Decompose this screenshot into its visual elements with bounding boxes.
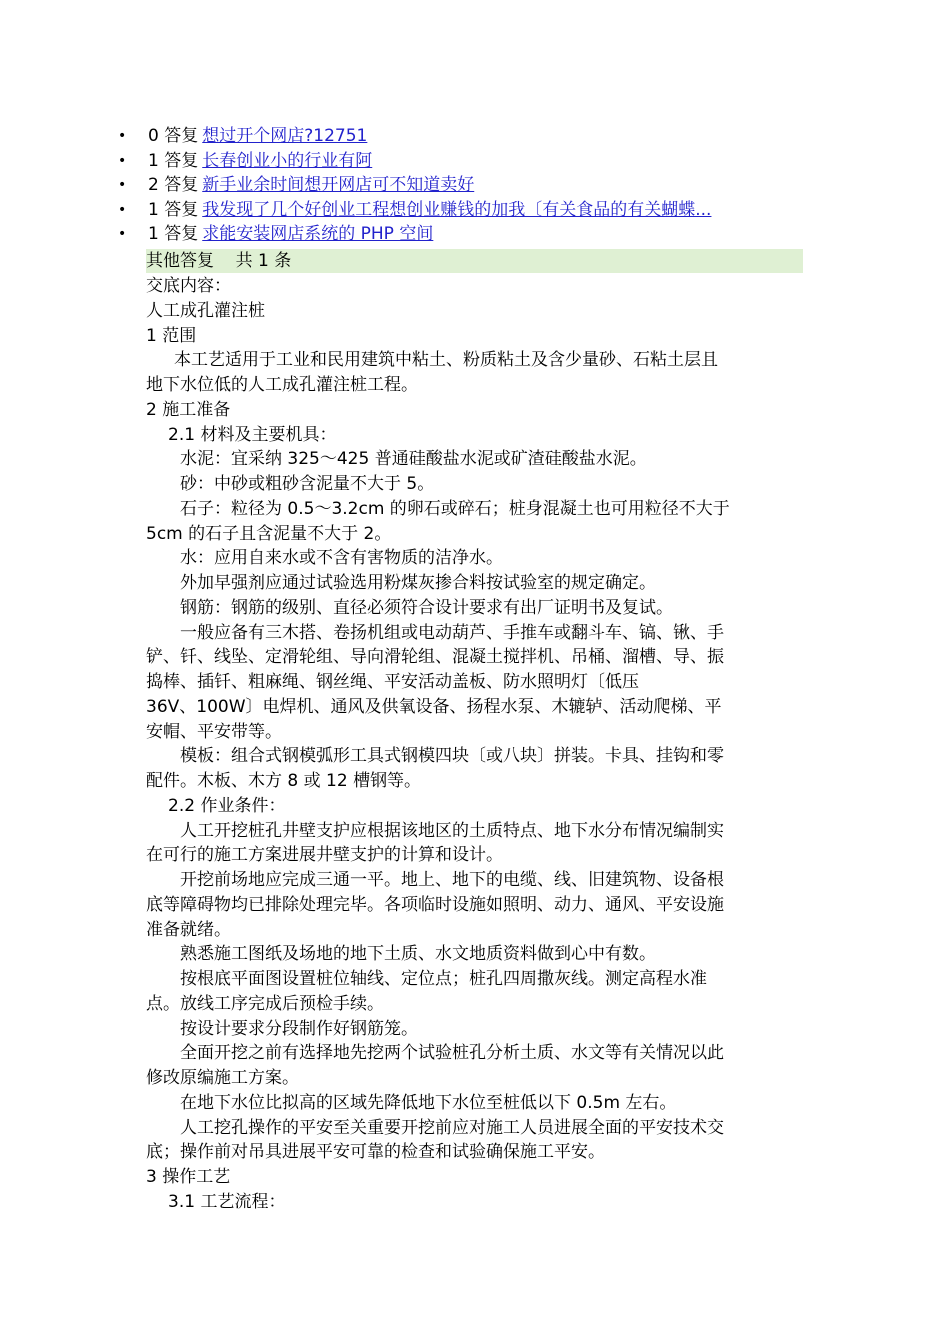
text-line: 按根底平面图设置桩位轴线、定位点；桩孔四周撒灰线。测定高程水准 bbox=[180, 969, 707, 989]
document-body bbox=[146, 274, 802, 1215]
reply-link[interactable]: 新手业余时间想开网店可不知道卖好 bbox=[202, 175, 475, 195]
bullet-icon: • bbox=[118, 177, 127, 193]
text-line: 全面开挖之前有选择地先挖两个试验桩孔分析土质、水文等有关情况以此 bbox=[180, 1043, 724, 1064]
bullet-icon: • bbox=[118, 152, 127, 169]
text-line: 钢筋：钢筋的级别、直径必须符合设计要求有出厂证明书及复试。 bbox=[180, 597, 673, 618]
text-line: 外加早强剂应通过试验选用粉煤灰掺合料按试验室的规定确定。 bbox=[180, 573, 656, 593]
text-line: 修改原编施工方案。 bbox=[146, 1068, 299, 1088]
reply-count: 0 答复 bbox=[148, 126, 199, 146]
text-line: 在可行的施工方案进展井壁支护的计算和设计。 bbox=[146, 845, 503, 866]
related-replies-list bbox=[118, 124, 818, 247]
text-line: 交底内容： bbox=[146, 276, 231, 296]
text-line: 底；操作前对吊具进展平安可靠的检查和试验确保施工平安。 bbox=[146, 1142, 605, 1163]
text-line: 人工开挖桩孔井壁支护应根据该地区的土质特点、地下水分布情况编制实 bbox=[180, 820, 724, 841]
list-item bbox=[118, 149, 818, 174]
reply-count: 1 答复 bbox=[148, 199, 199, 220]
reply-count: 2 答复 bbox=[148, 175, 199, 195]
bullet-icon: • bbox=[118, 128, 127, 144]
text-line: 点。放线工序完成后预检手续。 bbox=[146, 993, 384, 1014]
reply-link[interactable]: 我发现了几个好创业工程想创业赚钱的加我〔有关食品的有关蝴蝶... bbox=[202, 199, 712, 220]
text-line: 开挖前场地应完成三通一平。地上、地下的电缆、线、旧建筑物、设备根 bbox=[180, 870, 724, 890]
other-replies-bar: 其他答复 共 1 条 bbox=[146, 249, 803, 273]
bullet-icon: • bbox=[118, 201, 127, 218]
text-line: 一般应备有三木搭、卷扬机组或电动葫芦、手推车或翻斗车、镐、锹、手 bbox=[180, 622, 724, 643]
text-line: 36V、100W〕电焊机、通风及供氧设备、扬程水泵、木辘轳、活动爬梯、平 bbox=[146, 696, 722, 717]
text-line: 砂：中砂或粗砂含泥量不大于 5。 bbox=[180, 474, 435, 494]
text-line: 地下水位低的人工成孔灌注桩工程。 bbox=[146, 375, 418, 395]
text-line: 按设计要求分段制作好钢筋笼。 bbox=[180, 1018, 418, 1039]
list-item bbox=[118, 222, 818, 247]
list-item bbox=[118, 198, 818, 223]
text-line: 2 施工准备 bbox=[146, 399, 231, 420]
text-line: 人工成孔灌注桩 bbox=[146, 300, 265, 321]
reply-link[interactable]: 求能安装网店系统的 PHP 空间 bbox=[202, 224, 434, 244]
bullet-icon: • bbox=[118, 226, 127, 242]
text-line: 3.1 工艺流程： bbox=[168, 1191, 286, 1212]
text-line: 5cm 的石子且含泥量不大于 2。 bbox=[146, 523, 392, 544]
text-line: 2.1 材料及主要机具： bbox=[168, 424, 337, 445]
text-line: 铲、钎、线坠、定滑轮组、导向滑轮组、混凝土搅拌机、吊桶、溜槽、导、振 bbox=[146, 647, 724, 668]
reply-link[interactable]: 长春创业小的行业有阿 bbox=[202, 150, 373, 171]
text-line: 本工艺适用于工业和民用建筑中粘土、粉质粘土及含少量砂、石粘土层且 bbox=[174, 350, 718, 371]
reply-link[interactable]: 想过开个网店?12751 bbox=[202, 126, 368, 146]
text-line: 配件。木板、木方 8 或 12 槽钢等。 bbox=[146, 771, 422, 791]
text-line: 2.2 作业条件： bbox=[168, 795, 286, 816]
text-line: 3 操作工艺 bbox=[146, 1167, 231, 1187]
reply-count: 1 答复 bbox=[148, 150, 199, 171]
text-line: 底等障碍物均已排除处理完毕。各项临时设施如照明、动力、通风、平安设施 bbox=[146, 894, 724, 915]
text-line: 模板：组合式钢模弧形工具式钢模四块〔或八块〕拼装。卡具、挂钩和零 bbox=[180, 746, 724, 767]
text-line: 水：应用自来水或不含有害物质的洁净水。 bbox=[180, 548, 503, 569]
text-line: 安帽、平安带等。 bbox=[146, 721, 282, 742]
list-item bbox=[118, 173, 818, 198]
text-line: 熟悉施工图纸及场地的地下土质、水文地质资料做到心中有数。 bbox=[180, 944, 656, 965]
text-line: 石子：粒径为 0.5～3.2cm 的卵石或碎石；桩身混凝土也可用粒径不大于 bbox=[180, 498, 730, 519]
text-line: 人工挖孔操作的平安至关重要开挖前应对施工人员进展全面的平安技术交 bbox=[180, 1117, 724, 1138]
text-line: 1 范围 bbox=[146, 325, 197, 346]
text-line: 水泥：宜采纳 325～425 普通硅酸盐水泥或矿渣硅酸盐水泥。 bbox=[180, 449, 647, 470]
text-line: 捣棒、插钎、粗麻绳、钢丝绳、平安活动盖板、防水照明灯〔低压 bbox=[146, 672, 639, 692]
text-line: 准备就绪。 bbox=[146, 919, 231, 940]
reply-count: 1 答复 bbox=[148, 224, 199, 244]
text-line: 在地下水位比拟高的区域先降低地下水位至桩低以下 0.5m 左右。 bbox=[180, 1092, 677, 1113]
list-item bbox=[118, 124, 818, 149]
